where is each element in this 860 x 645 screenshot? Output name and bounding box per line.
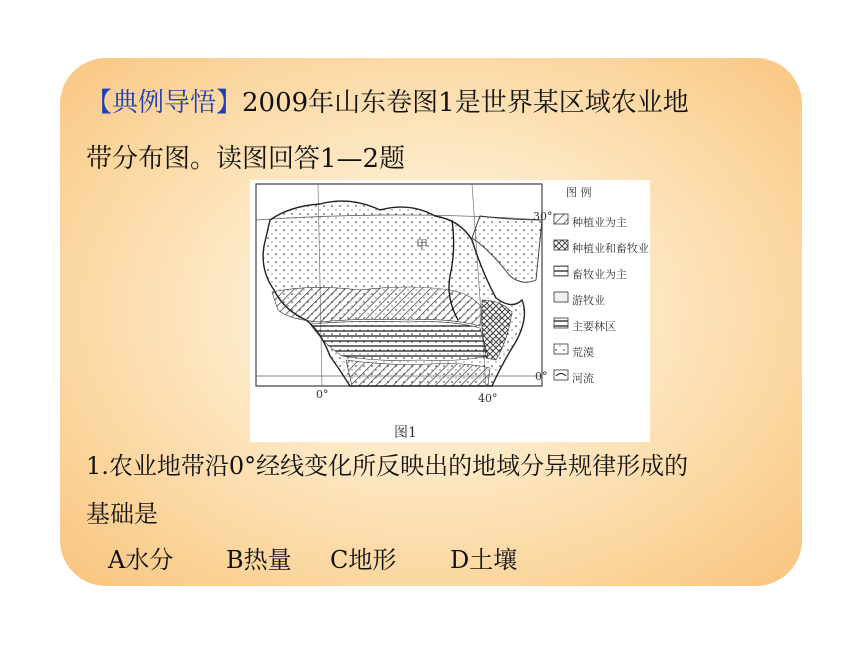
legend-item: 种植业为主 <box>572 216 627 229</box>
legend-item: 畜牧业为主 <box>572 268 627 281</box>
longitude-0-label: 0° <box>316 388 329 401</box>
example-tag: 【典例导悟】 <box>86 88 243 118</box>
intro-line-1 <box>86 82 689 119</box>
legend-item: 种植业和畜牧业 <box>572 242 649 255</box>
option-b[interactable]: B热量 <box>226 546 292 574</box>
option-c[interactable]: C地形 <box>330 546 397 574</box>
question-line-1: 1.农业地带沿0°经线变化所反映出的地域分异规律形成的 <box>86 452 689 480</box>
option-a[interactable]: A水分 <box>108 546 174 574</box>
question-line-2: 基础是 <box>86 500 158 528</box>
figure-caption: 图1 <box>394 425 417 441</box>
legend-item: 游牧业 <box>572 294 605 307</box>
legend-item: 主要林区 <box>572 320 616 333</box>
legend-title: 图 例 <box>566 186 592 199</box>
option-d[interactable]: D土壤 <box>450 546 518 574</box>
latitude-0-label: 0° <box>535 370 548 383</box>
place-label-jia: 甲 <box>416 238 429 252</box>
latitude-30-label: 30° <box>533 210 553 223</box>
intro-line-2: 带分布图。读图回答1—2题 <box>86 144 406 174</box>
legend-item: 荒漠 <box>572 346 594 359</box>
africa-agriculture-map <box>250 180 650 442</box>
intro-text-1: 2009年山东卷图1是世界某区域农业地 <box>242 88 689 118</box>
legend-item: 河流 <box>572 372 594 385</box>
longitude-40-label: 40° <box>478 392 498 405</box>
